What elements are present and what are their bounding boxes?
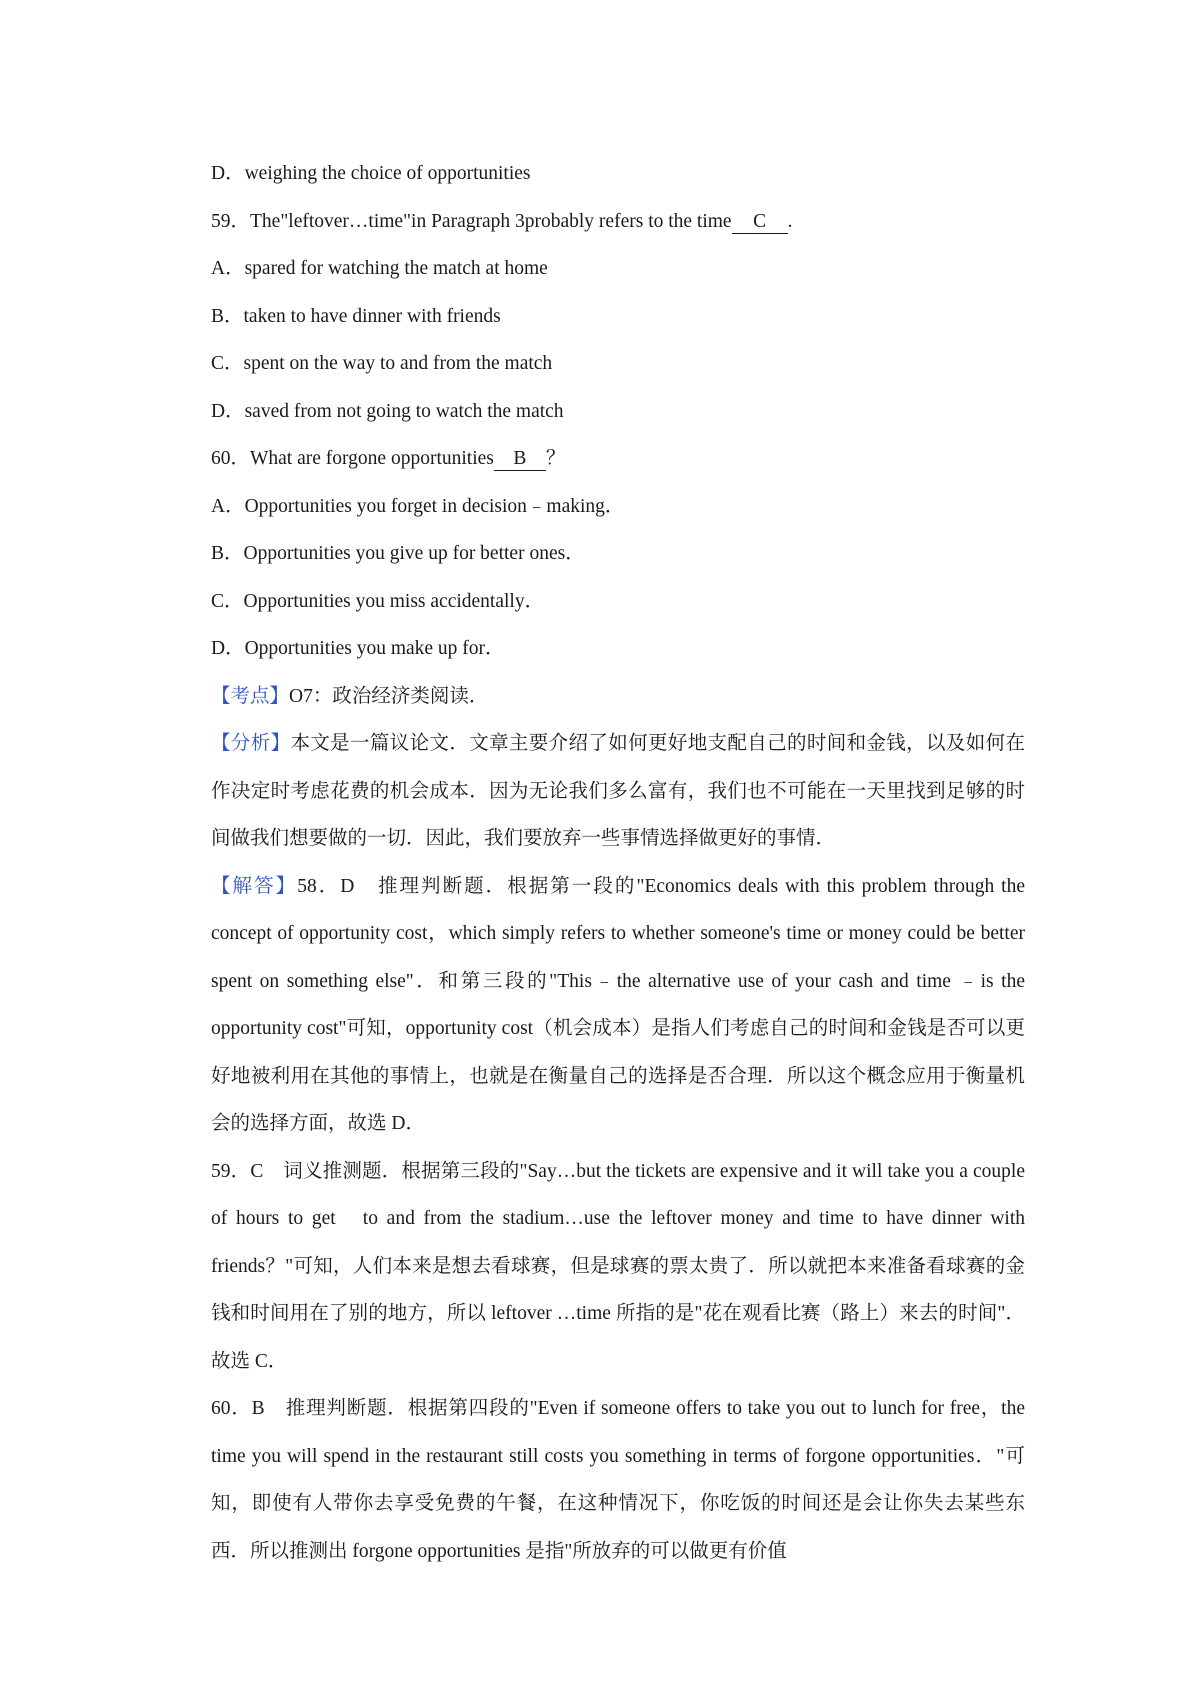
q59-option-a: A．spared for watching the match at home bbox=[211, 258, 548, 279]
q59-answer-blank: C bbox=[732, 211, 788, 234]
q59-option-b: B．taken to have dinner with friends bbox=[211, 305, 501, 327]
jieda-58 bbox=[211, 863, 1025, 1148]
q59-stem bbox=[211, 198, 1025, 246]
q59-stem-text: 59．The"leftover…time"in Paragraph 3probably refers to the time bbox=[211, 210, 732, 232]
fenxi-tag: 【分析】 bbox=[211, 733, 291, 754]
document-page bbox=[211, 150, 1025, 1575]
kaodian-text: O7：政治经济类阅读． bbox=[289, 685, 489, 707]
q58-option-d: D．weighing the choice of opportunities bbox=[211, 163, 531, 184]
q60-option-d: D．Opportunities you make up for． bbox=[211, 638, 505, 659]
q60-option-c: C．Opportunities you miss accidentally． bbox=[211, 590, 545, 612]
kaodian-section bbox=[211, 673, 1025, 721]
q60-stem-end: ？ bbox=[545, 448, 566, 469]
fenxi-section bbox=[211, 720, 1025, 863]
jieda-58-text: 58．D 推理判断题．根据第一段的"Economics deals with this problem through the concept of opportunity cost，which simply refers to whether someone's time or money could be better spent on something else"．和第三段的"This﹣the alternative use of your cash and time ﹣is the opportunity cost"可知，opportunity cost（机会成本）是指人们考虑自己的时间和金钱是否可以更好地被利用在其他的事情上，也就是在衡量自己的选择是否合理．所以这个概念应用于衡量机会的选择方面，故选 D． bbox=[211, 875, 1025, 1134]
q59-option-c: C．spent on the way to and from the match bbox=[211, 353, 553, 374]
kaodian-tag: 【考点】 bbox=[211, 685, 290, 707]
q60-option-a: A．Opportunities you forget in decision﹣making． bbox=[211, 495, 625, 517]
jieda-59: 59．C 词义推测题．根据第三段的"Say…but the tickets are expensive and it will take you a couple of hours to get to and from the stadium…use the leftover money and time to have dinner with friends？"可知，人们本来是想去看球赛，但是球赛的票太贵了．所以就把本来准备看球赛的金钱和时间用在了别的地方，所以 leftover …time 所指的是"花在观看比赛（路上）来去的时间"．故选 C． bbox=[211, 1160, 1025, 1372]
q59-stem-end: . bbox=[787, 210, 793, 232]
q60-option-b: B．Opportunities you give up for better ones． bbox=[211, 543, 585, 564]
q60-stem-text: 60．What are forgone opportunities bbox=[211, 448, 494, 469]
q59-option-d: D．saved from not going to watch the match bbox=[211, 400, 564, 422]
jieda-60: 60．B 推理判断题．根据第四段的"Even if someone offers to take you out to lunch for free，the time you will spend in the restaurant still costs you something in terms of forgone opportunities．"可知，即使有人带你去享受免费的午餐，在这种情况下，你吃饭的时间还是会让你失去某些东西．所以推测出 forgone opportunities 是指"所放弃的可以做更有价值 bbox=[211, 1398, 1025, 1562]
q60-answer-blank: B bbox=[494, 448, 546, 471]
q60-stem bbox=[211, 435, 1025, 483]
jieda-tag: 【解答】 bbox=[211, 875, 298, 897]
fenxi-text: 本文是一篇议论文．文章主要介绍了如何更好地支配自己的时间和金钱，以及如何在作决定时考虑花费的机会成本．因为无论我们多么富有，我们也不可能在一天里找到足够的时间做我们想要做的一切．因此，我们要放弃一些事情选择做更好的事情． bbox=[211, 733, 1025, 849]
